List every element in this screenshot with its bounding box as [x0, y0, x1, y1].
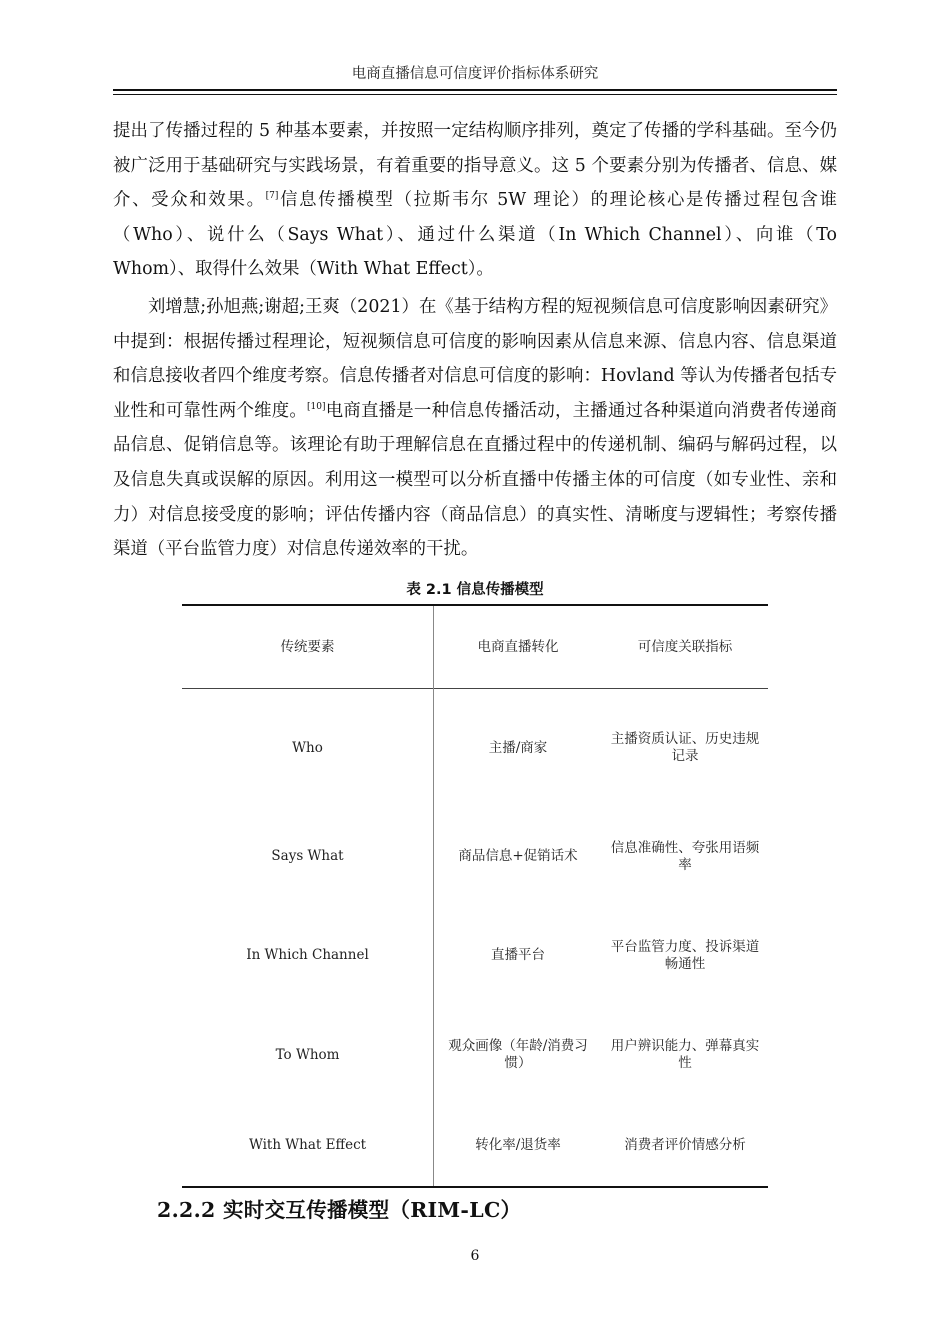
- paragraph-1-text-b: 信息传播模型（拉斯韦尔 5W 理论）的理论核心是传播过程包含谁（Who）、说什么（Says What）、通过什么渠道（In Which Channel）、向谁（To Whom）、取得什么效果（With What Effect）。: [113, 190, 837, 280]
- table-cell: [602, 689, 768, 807]
- paragraph-1: [113, 114, 837, 287]
- table-cell: With What Effect: [248, 1137, 367, 1153]
- table-cell: [434, 807, 602, 906]
- table-cell: [602, 1005, 768, 1105]
- table-cell: Who: [292, 739, 323, 756]
- table-header-cell: 传统要素: [280, 638, 335, 655]
- table-cell-text: 转化率/退货率: [475, 1137, 561, 1153]
- table-header-cell: 电商直播转化: [477, 638, 559, 655]
- table-cell: [434, 1105, 602, 1186]
- table-cell-text: 消费者评价情感分析: [624, 1137, 746, 1153]
- table-cell: Says What: [271, 848, 344, 864]
- table-cell-text: 观众画像（年龄/消费习惯）: [448, 1038, 588, 1071]
- header-rule-thick: [113, 89, 837, 91]
- table-cell-text: 信息准确性、夸张用语频率: [610, 839, 760, 873]
- header-rule-thin: [113, 94, 837, 95]
- table-header-cell: 可信度关联指标: [637, 638, 733, 655]
- running-header: 电商直播信息可信度评价指标体系研究: [351, 66, 599, 82]
- table-caption: 表 2.1 信息传播模型: [406, 582, 544, 598]
- table-bottom-rule: [182, 1186, 768, 1188]
- table-cell-text: 用户辨识能力、弹幕真实性: [610, 1038, 760, 1071]
- paragraph-2-text-b: 电商直播是一种信息传播活动，主播通过各种渠道向消费者传递商品信息、促销信息等。该理论有助于理解信息在直播过程中的传递机制、编码与解码过程，以及信息失真或误解的原因。利用这一模型可以分析直播中传播主体的可信度（如专业性、亲和力）对信息接受度的影响；评估传播内容（商品信息）的真实性、清晰度与逻辑性；考察传播渠道（平台监管力度）对信息传递效率的干扰。: [113, 400, 837, 560]
- citation-ref-7[interactable]: [7]: [265, 191, 279, 202]
- table-cell-text: 商品信息+促销话术: [458, 848, 578, 864]
- info-transmission-table: [182, 604, 768, 1187]
- table-cell-text: 主播资质认证、历史违规记录: [610, 731, 760, 764]
- table-cell: To Whom: [275, 1046, 340, 1063]
- table-cell: [602, 807, 768, 906]
- table-cell-text: 平台监管力度、投诉渠道畅通性: [610, 938, 760, 972]
- table-cell: [602, 1105, 768, 1186]
- paragraph-2-text-a: 刘增慧;孙旭燕;谢超;王爽（2021）在《基于结构方程的短视频信息可信度影响因素研究》中提到：根据传播过程理论，短视频信息可信度的影响因素从信息来源、信息内容、信息渠道和信息接收者四个维度考察。信息传播者对信息可信度的影响：Hovland 等认为传播者包括专业性和可靠性两个维度。: [113, 297, 837, 421]
- table-cell-text: 直播平台: [491, 947, 545, 963]
- section-heading: 2.2.2 实时交互传播模型（RIM-LC）: [157, 1198, 522, 1222]
- table-cell: [434, 906, 602, 1005]
- table-cell: [602, 906, 768, 1005]
- page-number: 6: [470, 1248, 480, 1264]
- citation-ref-10[interactable]: [10]: [307, 401, 326, 412]
- table-cell: In Which Channel: [246, 947, 369, 963]
- table-cell: [434, 689, 602, 807]
- paragraph-2: [113, 290, 837, 567]
- table-cell: [434, 1005, 602, 1105]
- paragraph-1-text-a: 提出了传播过程的 5 种基本要素，并按照一定结构顺序排列，奠定了传播的学科基础。至今仍被广泛用于基础研究与实践场景，有着重要的指导意义。这 5 个要素分别为传播者、信息、媒介、受众和效果。: [113, 121, 837, 211]
- table-cell-text: 主播/商家: [488, 739, 548, 756]
